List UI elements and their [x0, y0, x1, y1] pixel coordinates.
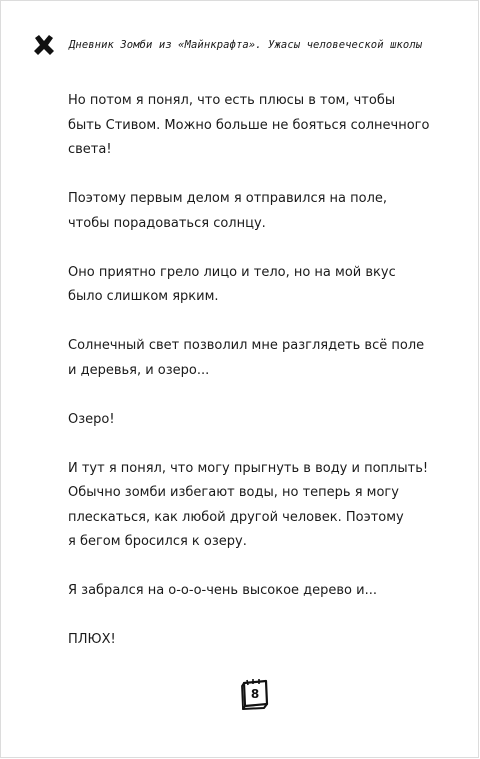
text-line: Поэтому первым делом я отправился на поле,: [68, 191, 388, 206]
paragraph: [68, 261, 448, 310]
text-line: Озеро!: [68, 411, 115, 427]
text-line: плескаться, как любой другой человек. Поэтому: [68, 509, 404, 525]
book-title: Дневник Зомби из «Майнкрафта». Ужасы человеческой школы: [69, 39, 423, 51]
text-line: света!: [68, 142, 112, 157]
running-header: [33, 33, 422, 57]
text-line: чтобы порадоваться солнцу.: [68, 215, 266, 231]
text-line: И тут я понял, что могу прыгнуть в воду и поплыть!: [68, 460, 429, 476]
text-line: быть Стивом. Можно больше не бояться солнечного: [68, 117, 430, 133]
page-body: [68, 89, 448, 677]
page-number: 8: [250, 687, 260, 701]
paragraph: [68, 334, 448, 383]
text-line: было слишком ярким.: [68, 289, 219, 304]
text-line: Но потом я понял, что есть плюсы в том, чтобы: [68, 93, 396, 108]
text-line: Солнечный свет позволил мне разглядеть всё поле: [68, 338, 425, 353]
paragraph: [68, 187, 448, 236]
text-line: и деревья, и озеро...: [68, 362, 210, 378]
text-line: ПЛЮХ!: [68, 632, 116, 647]
cross-x-icon: [33, 34, 55, 56]
paragraph: [68, 628, 448, 653]
page-number-badge: [237, 676, 273, 712]
paragraph: [68, 89, 448, 163]
text-line: я бегом бросился к озеру.: [68, 534, 247, 549]
text-line: Оно приятно грело лицо и тело, но на мой вкус: [68, 264, 396, 280]
text-line: Я забрался на о-о-о-чень высокое дерево и...: [68, 583, 377, 598]
paragraph: [68, 408, 448, 433]
paragraph: [68, 579, 448, 604]
text-line: Обычно зомби избегают воды, но теперь я могу: [68, 485, 399, 500]
paragraph: [68, 457, 448, 555]
